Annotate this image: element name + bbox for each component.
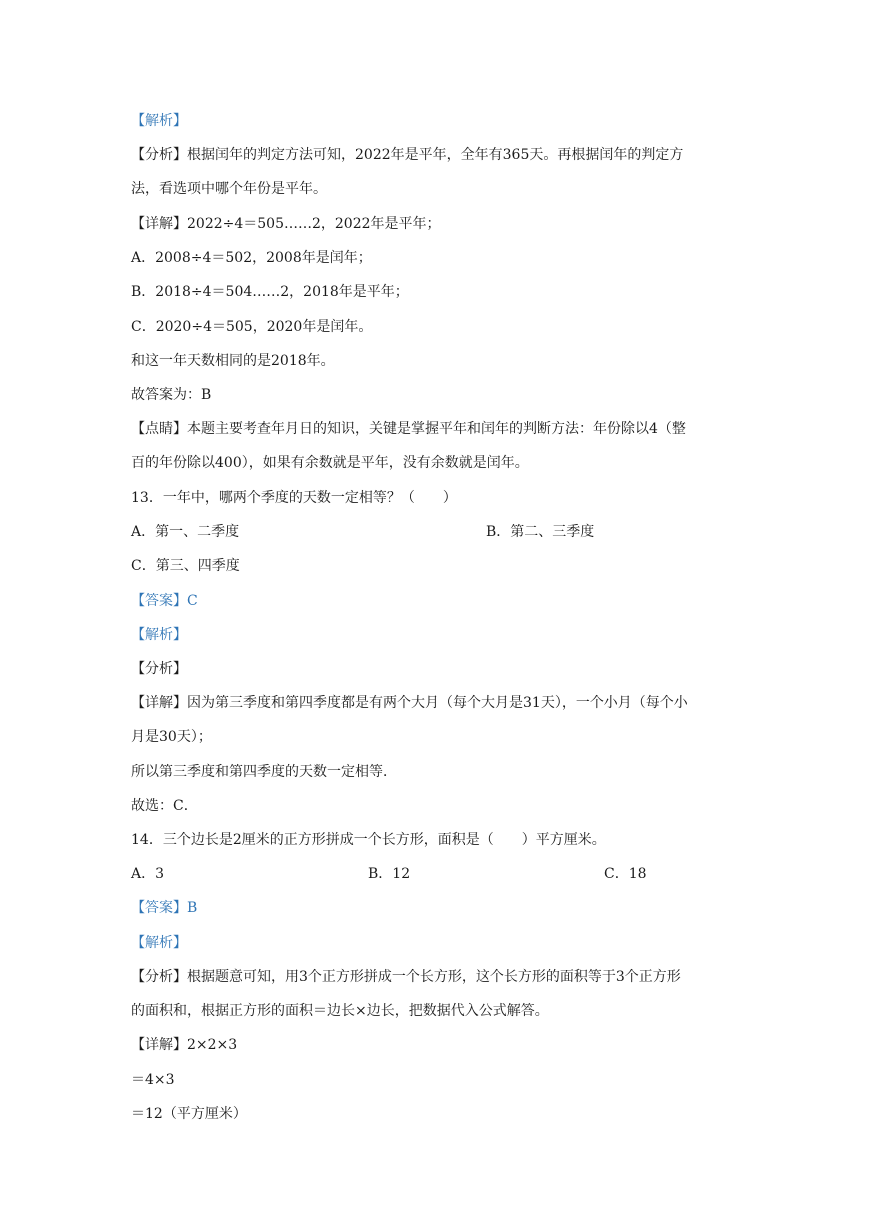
question-13-option-a: A．第一、二季度: [131, 524, 240, 540]
analysis-heading: 【解析】: [131, 935, 187, 951]
answer-heading: 【答案】C: [131, 593, 198, 609]
detail-text: 和这一年天数相同的是2018年。: [131, 353, 335, 369]
analysis-text: 【分析】根据题意可知，用3个正方形拼成一个长方形，这个长方形的面积等于3个正方形: [131, 969, 681, 985]
detail-text: ＝4×3: [131, 1072, 175, 1088]
question-13: 13．一年中，哪两个季度的天数一定相等？（ ）: [131, 490, 457, 506]
detail-text: 【详解】因为第三季度和第四季度都是有两个大月（每个大月是31天），一个小月（每个小: [131, 695, 688, 711]
question-13-option-c: C．第三、四季度: [131, 558, 240, 574]
comment-text: 【点睛】本题主要考查年月日的知识，关键是掌握平年和闰年的判断方法：年份除以4（整: [131, 421, 686, 437]
question-14-option-c: C．18: [604, 866, 647, 882]
detail-text: 月是30天）；: [131, 729, 212, 745]
detail-text: 【详解】2×2×3: [131, 1037, 238, 1053]
analysis-text: 的面积和，根据正方形的面积＝边长×边长，把数据代入公式解答。: [131, 1003, 549, 1019]
question-14: 14．三个边长是2厘米的正方形拼成一个长方形，面积是（ ）平方厘米。: [131, 832, 606, 848]
detail-text: A．2008÷4＝502，2008年是闰年；: [131, 250, 372, 266]
analysis-text: 【分析】: [131, 661, 187, 677]
analysis-heading: 【解析】: [131, 627, 187, 643]
analysis-text: 法，看选项中哪个年份是平年。: [131, 181, 327, 197]
detail-text: 所以第三季度和第四季度的天数一定相等．: [131, 764, 397, 780]
answer-heading: 【答案】B: [131, 900, 198, 916]
question-14-option-b: B．12: [368, 866, 411, 882]
detail-text: B．2018÷4＝504……2，2018年是平年；: [131, 284, 409, 300]
detail-text: ＝12（平方厘米）: [131, 1106, 247, 1122]
question-14-option-a: A．3: [131, 866, 165, 882]
detail-text: C．2020÷4＝505，2020年是闰年。: [131, 319, 373, 335]
answer-text: 故选：C．: [131, 798, 198, 814]
analysis-text: 【分析】根据闰年的判定方法可知，2022年是平年，全年有365天。再根据闰年的判定方: [131, 147, 684, 163]
detail-text: 【详解】2022÷4＝505……2，2022年是平年；: [131, 216, 441, 232]
answer-text: 故答案为：B: [131, 387, 212, 403]
analysis-heading: 【解析】: [131, 113, 187, 129]
question-13-option-b: B．第二、三季度: [486, 524, 595, 540]
comment-text: 百的年份除以400），如果有余数就是平年，没有余数就是闰年。: [131, 455, 529, 471]
